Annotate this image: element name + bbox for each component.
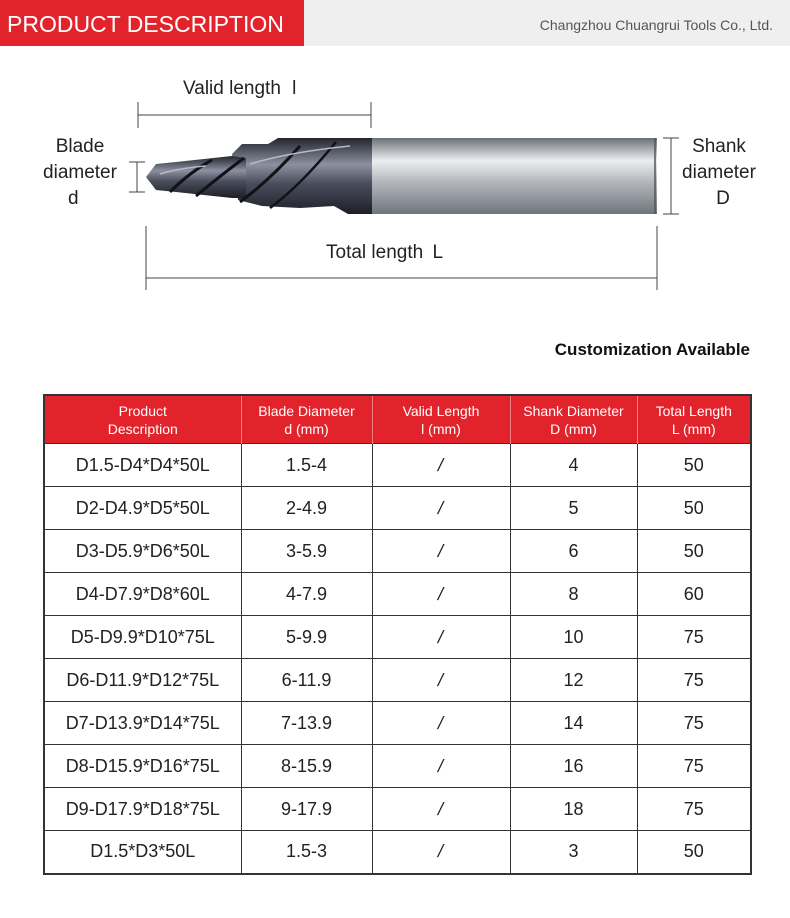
header-product-description: Product Description: [44, 395, 241, 444]
valid-length-label: [183, 76, 296, 102]
cell-shank-diameter: 14: [510, 702, 637, 745]
cell-blade-diameter: 8-15.9: [241, 745, 372, 788]
cell-blade-diameter: 5-9.9: [241, 616, 372, 659]
header-valid-length: Valid Length l (mm): [372, 395, 510, 444]
shank-diameter-symbol: D: [716, 188, 730, 209]
table-row: [44, 659, 751, 702]
cell-total-length: 50: [637, 530, 751, 573]
page-title: PRODUCT DESCRIPTION: [0, 0, 304, 46]
blade-diameter-symbol: d: [68, 188, 79, 209]
table-row: [44, 788, 751, 831]
tool-step-body: [232, 138, 372, 214]
cell-product: D1.5-D4*D4*50L: [44, 444, 241, 487]
cell-total-length: 75: [637, 659, 751, 702]
header-blade-diameter: Blade Diameter d (mm): [241, 395, 372, 444]
header-bar: [0, 0, 790, 46]
total-length-symbol: L: [432, 242, 444, 263]
cell-valid-length: /: [372, 573, 510, 616]
cell-product: D2-D4.9*D5*50L: [44, 487, 241, 530]
table-row: [44, 573, 751, 616]
tool-shank: [370, 138, 657, 214]
cell-shank-diameter: 12: [510, 659, 637, 702]
cell-total-length: 50: [637, 831, 751, 874]
cell-product: D9-D17.9*D18*75L: [44, 788, 241, 831]
cell-shank-diameter: 3: [510, 831, 637, 874]
shank-diameter-line-1: Shank: [692, 136, 746, 157]
tool-diagram: [0, 46, 790, 316]
cell-total-length: 60: [637, 573, 751, 616]
table-row: [44, 745, 751, 788]
cell-shank-diameter: 4: [510, 444, 637, 487]
cell-product: D5-D9.9*D10*75L: [44, 616, 241, 659]
cell-valid-length: /: [372, 745, 510, 788]
cell-total-length: 50: [637, 444, 751, 487]
table-row: [44, 530, 751, 573]
cell-total-length: 75: [637, 616, 751, 659]
tool-blade-tip: [146, 156, 246, 198]
table-row: [44, 616, 751, 659]
cell-shank-diameter: 8: [510, 573, 637, 616]
cell-valid-length: /: [372, 444, 510, 487]
cell-blade-diameter: 1.5-3: [241, 831, 372, 874]
cell-product: D4-D7.9*D8*60L: [44, 573, 241, 616]
total-length-text: Total length: [326, 242, 424, 263]
cell-valid-length: /: [372, 487, 510, 530]
cell-shank-diameter: 6: [510, 530, 637, 573]
shank-diameter-line-2: diameter: [682, 162, 756, 183]
table-row: [44, 444, 751, 487]
blade-diameter-label: [30, 134, 130, 212]
cell-product: D3-D5.9*D6*50L: [44, 530, 241, 573]
valid-length-symbol: l: [292, 78, 297, 99]
cell-product: D8-D15.9*D16*75L: [44, 745, 241, 788]
cell-shank-diameter: 5: [510, 487, 637, 530]
company-name: Changzhou Chuangrui Tools Co., Ltd.: [539, 17, 773, 33]
cell-total-length: 75: [637, 745, 751, 788]
customization-note: Customization Available: [554, 340, 750, 359]
cell-product: D7-D13.9*D14*75L: [44, 702, 241, 745]
spec-table-header-row: [44, 395, 751, 444]
cell-product: D1.5*D3*50L: [44, 831, 241, 874]
cell-total-length: 75: [637, 788, 751, 831]
header-total-length: Total Length L (mm): [637, 395, 751, 444]
cell-blade-diameter: 3-5.9: [241, 530, 372, 573]
cell-product: D6-D11.9*D12*75L: [44, 659, 241, 702]
valid-length-text: Valid length: [183, 78, 281, 99]
cell-blade-diameter: 2-4.9: [241, 487, 372, 530]
table-row: [44, 831, 751, 874]
header-shank-diameter: Shank Diameter D (mm): [510, 395, 637, 444]
cell-total-length: 75: [637, 702, 751, 745]
cell-valid-length: /: [372, 659, 510, 702]
cell-valid-length: /: [372, 702, 510, 745]
shank-diameter-label: [671, 134, 767, 212]
cell-blade-diameter: 7-13.9: [241, 702, 372, 745]
cell-valid-length: /: [372, 530, 510, 573]
table-row: [44, 487, 751, 530]
cell-shank-diameter: 18: [510, 788, 637, 831]
cell-blade-diameter: 9-17.9: [241, 788, 372, 831]
cell-valid-length: /: [372, 616, 510, 659]
cell-shank-diameter: 16: [510, 745, 637, 788]
blade-diameter-line-1: Blade: [55, 136, 105, 157]
cell-shank-diameter: 10: [510, 616, 637, 659]
cell-blade-diameter: 4-7.9: [241, 573, 372, 616]
cell-total-length: 50: [637, 487, 751, 530]
table-row: [44, 702, 751, 745]
cell-blade-diameter: 1.5-4: [241, 444, 372, 487]
spec-table: [43, 394, 752, 875]
cell-blade-diameter: 6-11.9: [241, 659, 372, 702]
blade-diameter-line-2: diameter: [43, 162, 117, 183]
cell-valid-length: /: [372, 788, 510, 831]
cell-valid-length: /: [372, 831, 510, 874]
total-length-label: [326, 240, 443, 266]
